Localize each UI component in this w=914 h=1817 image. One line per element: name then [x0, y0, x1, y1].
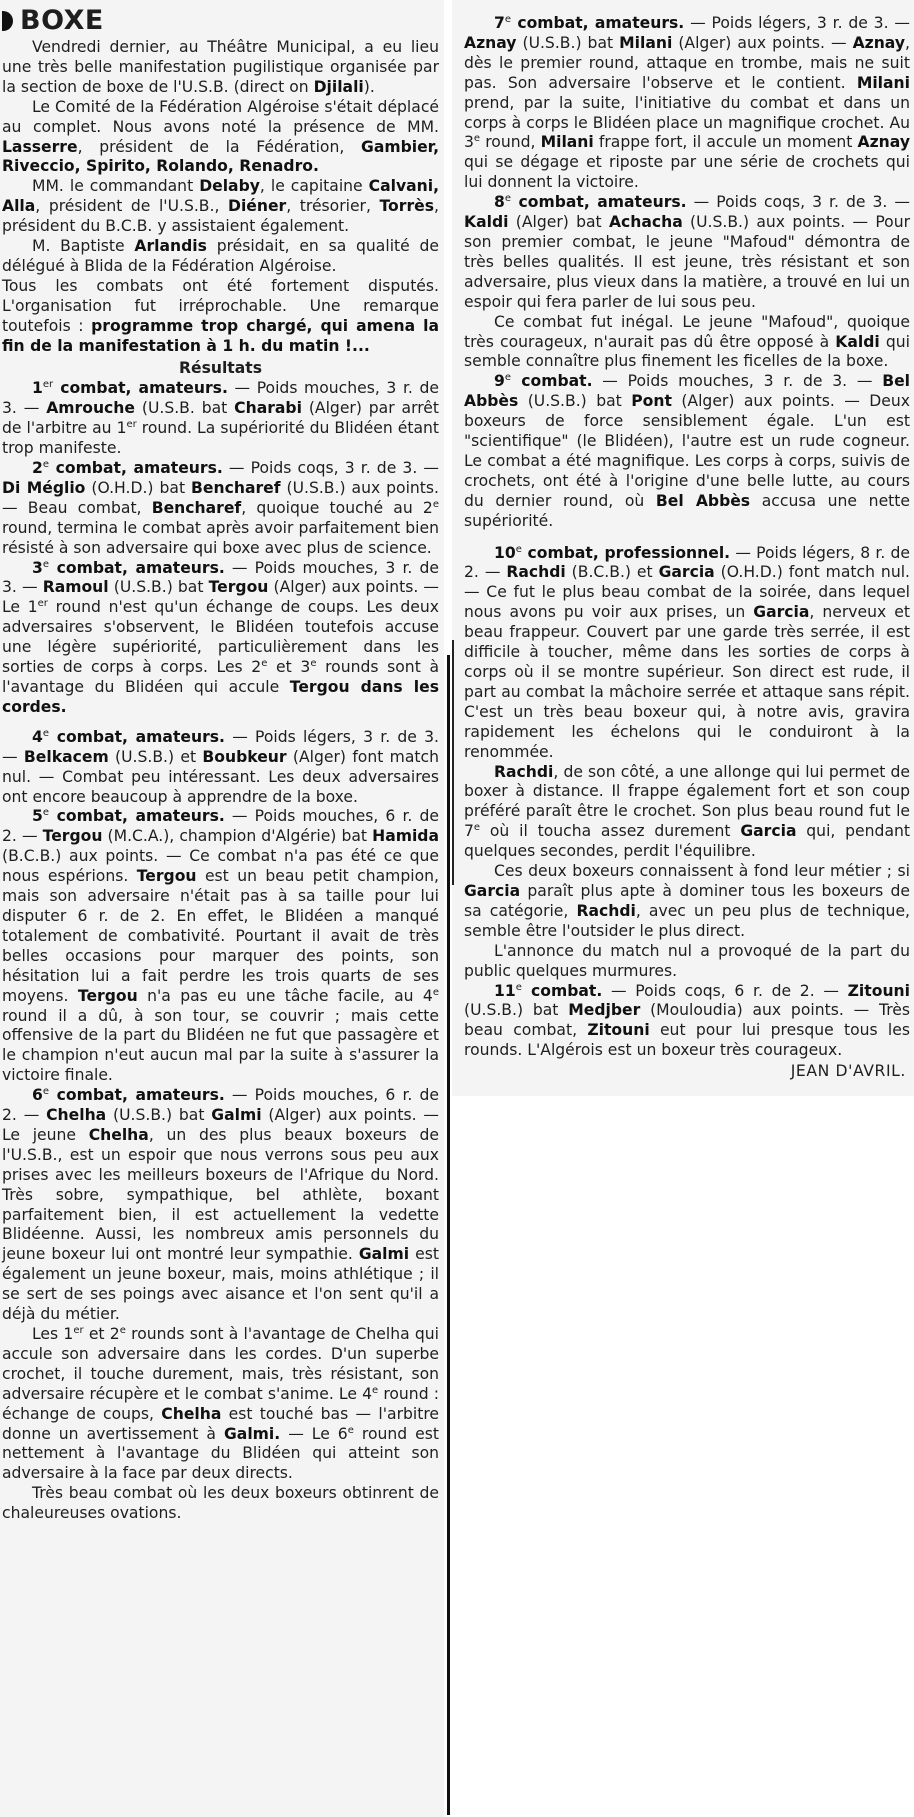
bold-text: Hamida	[372, 827, 439, 846]
bold-text: combat, amateurs.	[49, 807, 225, 826]
bold-text: combat, amateurs.	[49, 727, 225, 746]
paragraph: 3e combat, amateurs. — Poids mouches, 3 r. de 3. — Ramoul (U.S.B.) bat Tergou (Alger) aux points. — Le 1er round n'est qu'un échange de coups. Les deux adversaires s'observent, le Blidéen toutefois accuse une légère supériorité, particulièrement dans les sorties de corps à corps. Les 2e et 3e rounds sont à l'avantage du Blidéen qui accule Tergou dans les cordes.	[2, 558, 440, 716]
paragraph: MM. le commandant Delaby, le capitaine Calvani, Alla, président de l'U.S.B., Diéner, trésorier, Torrès, président du B.C.B. y assistaient également.	[2, 177, 440, 236]
bold-text: combat.	[511, 372, 593, 391]
bold-text: Tergou	[77, 986, 138, 1005]
bold-text: Djilali	[313, 77, 364, 96]
paragraph: 10e combat, professionnel. — Poids légers, 8 r. de 2. — Rachdi (B.C.B.) et Garcia (O.H.D.) font match nul. — Ce fut le plus beau combat de la soirée, dans lequel nous avons pu voir aux prises, un Garcia, nerveux et beau frappeur. Couvert par une garde très serrée, il est difficile à toucher, même dans les sorties de corps à corps où il se montre supérieur. Son direct est rude, il part au combat la mâchoire serrée et attaque sans répit. C'est un très beau boxeur qui, à notre avis, gravira rapidement les échelons qui le conduiront à la renommée.	[464, 543, 910, 761]
bold-text: Rachdi	[576, 901, 636, 920]
bold-text: Garcia	[464, 881, 521, 900]
bold-text: Tergou	[136, 867, 197, 886]
bold-text: Diéner	[228, 197, 287, 216]
article-intro	[2, 38, 439, 357]
bold-text: 4	[32, 727, 43, 746]
bold-text: Amrouche	[46, 399, 135, 418]
column-rule	[447, 655, 450, 1815]
bold-text: Bel Abbès	[655, 491, 751, 510]
combat-entry	[2, 728, 439, 808]
superscript: e	[504, 192, 512, 204]
combat-entry	[2, 459, 439, 559]
paragraph: 5e combat, amateurs. — Poids mouches, 6 r. de 2. — Tergou (M.C.A.), champion d'Algérie) bat Hamida (B.C.B.) aux points. — Ce combat n'a pas été ce que nous espérions. Tergou est un beau petit champion, mais son adversaire n'était pas à sa taille pour lui disputer 6 r. de 2. En effet, le Blidéen a manqué totalement de combativité. Pourtant il avait de très belles occasions pour marquer des points, son hésitation lui a fait perdre les trois quarts de ses moyens. Tergou n'a pas eu une tâche facile, au 4e round il a dû, à son tour, se couvrir ; mais cette offensive de la part du Blidéen ne fut que passagère et le champion n'eut aucun mal par la suite à s'assurer la victoire finale.	[2, 807, 439, 1085]
superscript: e	[310, 657, 317, 669]
bold-text: Galmi	[358, 1245, 410, 1264]
bold-text: Garcia	[740, 822, 797, 841]
combat-entry	[464, 193, 910, 372]
superscript: e	[432, 498, 439, 510]
superscript: e	[42, 807, 50, 819]
bold-text: Torrès	[379, 197, 435, 216]
bold-text: Rachdi	[494, 762, 554, 781]
superscript: e	[42, 558, 50, 570]
bold-text: Gambier, Riveccio, Spirito, Rolando, Renadro.	[2, 137, 439, 176]
bold-text: Tergou dans les cordes.	[2, 678, 439, 716]
bold-text: Zitouni	[847, 981, 910, 1000]
bold-text: combat, amateurs.	[49, 1086, 225, 1105]
bold-text: Galmi	[211, 1106, 262, 1125]
bold-text: Garcia	[753, 603, 810, 622]
superscript: e	[504, 13, 512, 25]
combat-entry	[464, 372, 910, 531]
superscript: e	[261, 657, 268, 669]
paragraph: Tous les combats ont été fortement disputés. L'organisation fut irréprochable. Une remarque toutefois : programme trop chargé, qui amena la fin de la manifestation à 1 h. du matin !...	[2, 276, 439, 355]
bold-text: Chelha	[161, 1404, 222, 1423]
left-combat-list	[2, 379, 439, 1524]
bold-text: Bel Abbès	[464, 372, 911, 411]
bold-text: 3	[32, 558, 43, 577]
bold-text: Zitouni	[587, 1021, 650, 1040]
bold-text: combat, amateurs.	[511, 14, 685, 32]
superscript: er	[73, 1324, 84, 1336]
combat-entry	[464, 14, 910, 193]
bold-text: 7	[494, 14, 505, 32]
paragraph: Ce combat fut inégal. Le jeune "Mafoud", quoique très courageux, n'aurait pas dû être opposé à Kaldi qui semble connaître plus finement les ficelles de la boxe.	[464, 312, 910, 371]
bold-text: Pont	[631, 392, 672, 411]
combat-entry	[464, 982, 910, 1062]
bold-text: Calvani, Alla	[2, 177, 440, 216]
paragraph: Les 1er et 2e rounds sont à l'avantage de Chelha qui accule son adversaire dans les cordes. D'un superbe crochet, il touche durement, mais, très résistant, son adversaire récupère et le combat s'anime. Le 4e round : échange de coups, Chelha est touché bas — l'arbitre donne un avertissement à Galmi. — Le 6e round est nettement à l'avantage du Blidéen qui atteint son adversaire à la face par deux directs.	[2, 1324, 440, 1483]
superscript: e	[42, 458, 50, 470]
bold-text: Bencharef	[151, 498, 242, 517]
combat-entry	[2, 559, 439, 718]
paragraph: 8e combat, amateurs. — Poids coqs, 3 r. de 3. — Kaldi (Alger) bat Achacha (U.S.B.) aux points. — Pour son premier combat, le jeune "Mafoud" démontra de très belles qualités. Il est jeune, très résistant et son adversaire, plus vieux dans la matière, a trouvé en lui un espoir qui fera parler de lui sous peu.	[464, 192, 911, 311]
superscript: e	[515, 543, 522, 555]
bold-text: Kaldi	[464, 213, 509, 232]
paragraph: Rachdi, de son côté, a une allonge qui lui permet de boxer à distance. Il frappe également fort et son coup préféré paraît être le crochet. Son plus beau round fut le 7e où il toucha assez durement Garcia qui, pendant quelques secondes, perdit l'équilibre.	[464, 762, 910, 861]
superscript: er	[42, 379, 54, 391]
bold-text: Belkacem	[23, 747, 109, 766]
paragraph: L'annonce du match nul a provoqué de la part du public quelques murmures.	[464, 941, 910, 980]
article-title	[2, 6, 439, 36]
bold-text: Bencharef	[191, 478, 281, 497]
paragraph: 7e combat, amateurs. — Poids légers, 3 r. de 3. — Aznay (U.S.B.) bat Milani (Alger) aux points. — Aznay, dès le premier round, attaque en trombe, mais ne suit pas. Son adversaire l'observe et le contient. Milani prend, par la suite, l'initiative du combat et dans un corps à corps le Blidéen place un magnifique crochet. Au 3e round, Milani frappe fort, il accule un moment Aznay qui se dégage et riposte par une série de crochets qui lui donnent la victoire.	[464, 13, 910, 192]
left-column	[0, 0, 444, 1817]
results-heading: Résultats	[178, 358, 263, 377]
superscript: e	[515, 981, 522, 993]
superscript: e	[473, 133, 481, 145]
bold-text: combat.	[521, 981, 603, 1000]
bold-text: Tergou	[42, 827, 103, 846]
bold-text: Milani	[619, 33, 673, 52]
bold-text: Medjber	[568, 1001, 641, 1020]
paragraph: 4e combat, amateurs. — Poids légers, 3 r. de 3. — Belkacem (U.S.B.) et Boubkeur (Alger) font match nul. — Combat peu intéressant. Les deux adversaires ont encore beaucoup à apprendre de la boxe.	[2, 727, 439, 806]
bold-text: 9	[494, 372, 505, 391]
bold-text: Aznay	[857, 133, 910, 152]
superscript: e	[372, 1384, 379, 1396]
bold-text: Lasserre	[2, 137, 78, 156]
combat-entry	[2, 807, 439, 1086]
bold-text: 8	[494, 193, 505, 212]
combat-entry	[2, 379, 439, 459]
bold-text: programme trop chargé, qui amena la fin de la manifestation à 1 h. du matin !...	[2, 316, 439, 355]
bold-text: combat, amateurs.	[49, 459, 223, 478]
bold-text: 5	[32, 807, 43, 826]
bold-text: combat, amateurs.	[511, 193, 687, 212]
bold-text: 1	[32, 379, 43, 398]
paragraph: 9e combat. — Poids mouches, 3 r. de 3. — Bel Abbès (U.S.B.) bat Pont (Alger) aux points. — Deux boxeurs de force sensiblement égale. L'un est "scientifique" (le Blidéen), l'autre est un rude cogneur. Le combat a été magnifique. Les corps à corps, suivis de crochets, ont été à l'origine d'une belle lutte, au cours du dernier round, où Bel Abbès accusa une nette supériorité.	[464, 372, 911, 530]
combat-entry	[2, 1086, 439, 1524]
bold-text: Aznay	[852, 33, 906, 52]
bold-text: Kaldi	[835, 332, 880, 351]
bold-text: Chelha	[88, 1125, 149, 1144]
bold-text: 6	[32, 1086, 43, 1105]
bold-text: Tergou	[208, 578, 269, 597]
bold-text: Ramoul	[42, 578, 109, 597]
paragraph: 2e combat, amateurs. — Poids coqs, 3 r. de 3. — Di Méglio (O.H.D.) bat Bencharef (U.S.B.) aux points. — Beau combat, Bencharef, quoique touché au 2e round, termina le combat après avoir parfaitement bien résisté à son adversaire qui boxe avec plus de science.	[2, 458, 440, 557]
paragraph: Le Comité de la Fédération Algéroise s'était déplacé au complet. Nous avons noté la présence de MM. Lasserre, président de la Fédération, Gambier, Riveccio, Spirito, Rolando, Renadro.	[2, 97, 439, 176]
superscript: e	[42, 1085, 50, 1097]
superscript: er	[126, 419, 137, 431]
bold-text: 11	[494, 981, 516, 1000]
bold-text: Aznay	[464, 33, 517, 52]
bold-text: combat, amateurs.	[53, 379, 228, 398]
bold-text: combat, amateurs.	[49, 558, 225, 577]
paragraph: 1er combat, amateurs. — Poids mouches, 3 r. de 3. — Amrouche (U.S.B. bat Charabi (Alger) par arrêt de l'arbitre au 1er round. La supériorité du Blidéen étant trop manifeste.	[2, 379, 439, 458]
superscript: e	[473, 822, 481, 834]
bold-text: Arlandis	[134, 237, 207, 256]
right-combat-list	[464, 14, 910, 1061]
superscript: e	[347, 1424, 354, 1436]
paragraph: Vendredi dernier, au Théâtre Municipal, a eu lieu une très belle manifestation pugilistique organisée par la section de boxe de l'U.S.B. (direct on Djilali).	[2, 38, 439, 96]
bold-text: Charabi	[234, 399, 302, 418]
bold-text: Galmi.	[224, 1424, 281, 1443]
paragraph: 11e combat. — Poids coqs, 6 r. de 2. — Zitouni (U.S.B.) bat Medjber (Mouloudia) aux points. — Très beau combat, Zitouni eut pour lui presque tous les rounds. L'Algérois est un boxeur très courageux.	[464, 981, 910, 1060]
superscript: e	[119, 1324, 126, 1336]
author-signature: JEAN D'AVRIL.	[790, 1062, 906, 1081]
bold-text: 10	[494, 543, 516, 562]
bullet-icon	[2, 11, 13, 31]
bold-text: Milani	[856, 73, 910, 92]
superscript: e	[504, 372, 512, 384]
bold-text: Delaby	[199, 177, 260, 196]
bold-text: combat, professionnel.	[521, 543, 731, 562]
bold-text: Garcia	[658, 563, 715, 582]
superscript: er	[37, 598, 48, 610]
bold-text: Achacha	[608, 213, 683, 232]
paragraph: M. Baptiste Arlandis présidait, en sa qualité de délégué à Blida de la Fédération Algéroise.	[2, 237, 439, 275]
bold-text: Chelha	[46, 1106, 107, 1125]
bold-text: Rachdi	[506, 563, 566, 582]
paragraph: 6e combat, amateurs. — Poids mouches, 6 r. de 2. — Chelha (U.S.B.) bat Galmi (Alger) aux points. — Le jeune Chelha, un des plus beaux boxeurs de l'U.S.B., est un espoir que nous verrons sous peu aux prises avec les meilleurs boxeurs de l'Afrique du Nord. Très sobre, sympathique, bel athlète, boxant parfaitement bien, il est actuellement la vedette Blidéenne. Aussi, les nombreux amis personnels du jeune boxeur lui ont montré leur sympathie. Galmi est également un jeune boxeur, mais, moins athlétique ; il se sert de ses poings avec aisance et l'on sent qu'il a déjà du métier.	[2, 1085, 439, 1324]
combat-entry	[464, 544, 910, 982]
article-title-text: BOXE	[20, 5, 104, 36]
bold-text: Milani	[540, 133, 594, 152]
superscript: e	[432, 986, 439, 998]
bold-text: Boubkeur	[202, 747, 287, 766]
column-rule-right	[452, 640, 454, 885]
superscript: e	[42, 727, 50, 739]
bold-text: 2	[32, 459, 43, 478]
bold-text: Di Méglio	[2, 478, 86, 497]
paragraph: Ces deux boxeurs connaissent à fond leur métier ; si Garcia paraît plus apte à dominer tous les boxeurs de sa catégorie, Rachdi, avec un peu plus de technique, semble être l'outsider le plus direct.	[464, 862, 910, 940]
right-column	[452, 0, 914, 1096]
paragraph: Très beau combat où les deux boxeurs obtinrent de chaleureuses ovations.	[2, 1484, 439, 1523]
